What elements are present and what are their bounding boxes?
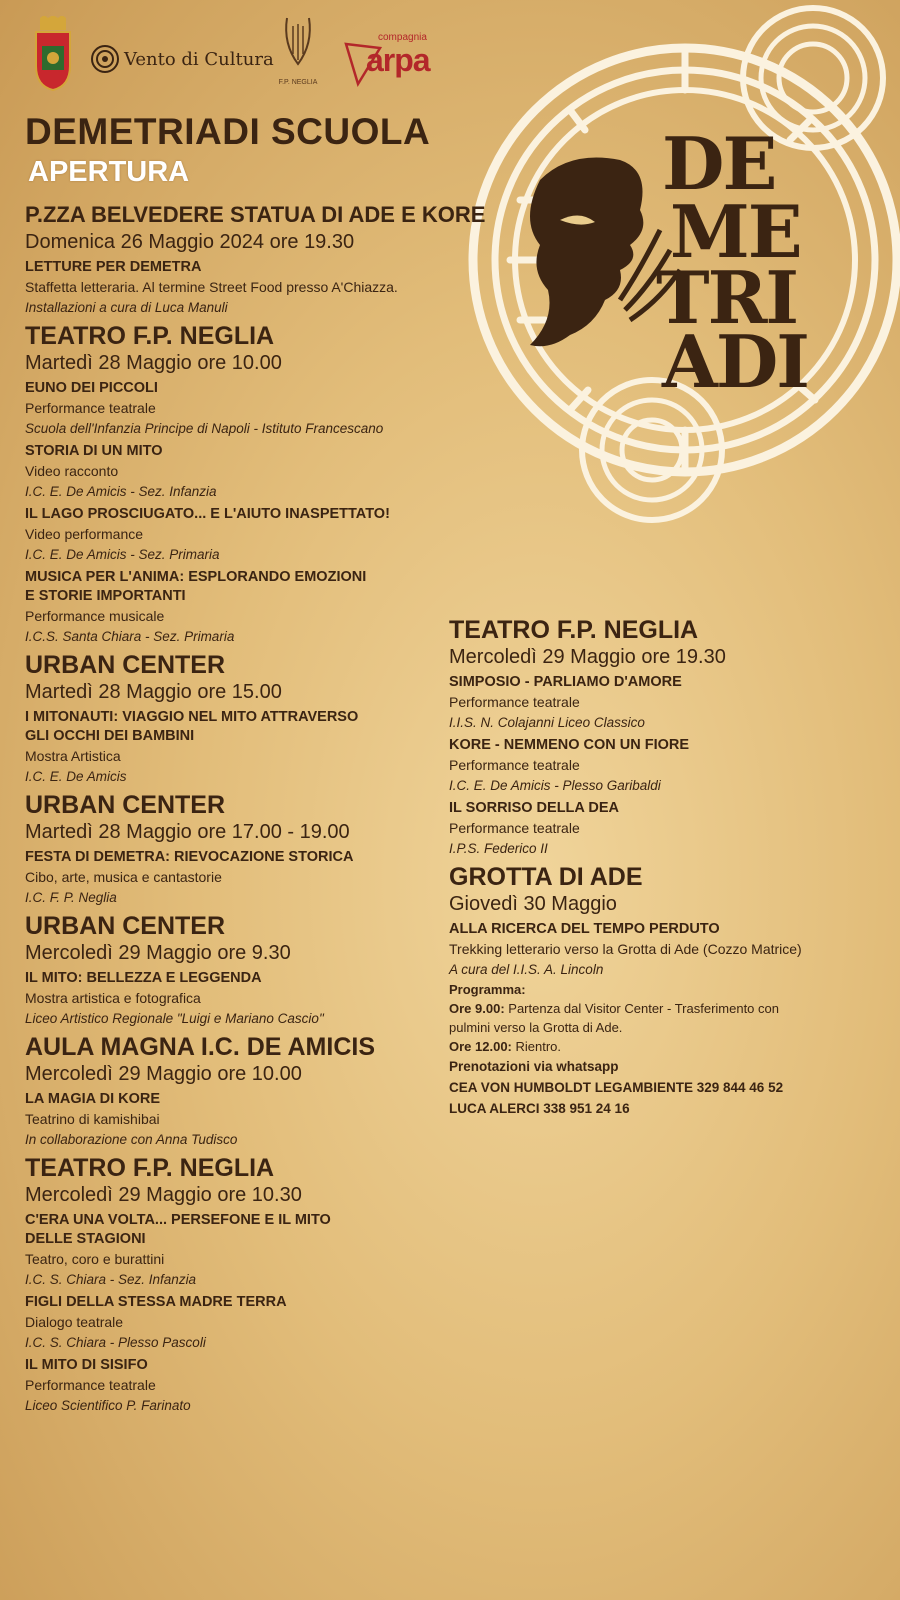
program-text: Partenza dal Visitor Center - Trasferimento con	[504, 1001, 779, 1016]
arpa-big-text: arpa	[366, 42, 430, 78]
program-text: Rientro.	[511, 1039, 562, 1054]
page-subtitle: APERTURA	[28, 156, 190, 188]
event-date: Martedì 28 Maggio ore 17.00 - 19.00	[25, 821, 350, 843]
event-org: I.C.S. Santa Chiara - Sez. Primaria	[25, 629, 235, 644]
event-org: Liceo Scientifico P. Farinato	[25, 1398, 191, 1413]
event-org: Scuola dell'Infanzia Principe di Napoli - Istituto Francescano	[25, 421, 384, 436]
event-desc: Staffetta letteraria. Al termine Street Food presso A'Chiazza.	[25, 279, 398, 295]
event-date: Martedì 28 Maggio ore 10.00	[25, 352, 282, 374]
venue-title: URBAN CENTER	[25, 912, 225, 940]
event-desc: Performance teatrale	[449, 820, 580, 836]
event-desc: Teatro, coro e burattini	[25, 1251, 165, 1267]
event-title: FIGLI DELLA STESSA MADRE TERRA	[25, 1294, 287, 1310]
event-org: I.C. F. P. Neglia	[25, 890, 117, 905]
event-title: MUSICA PER L'ANIMA: ESPLORANDO EMOZIONI	[25, 569, 367, 585]
event-org: In collaborazione con Anna Tudisco	[25, 1132, 238, 1147]
venue-title: URBAN CENTER	[25, 651, 225, 679]
event-desc: Performance musicale	[25, 608, 165, 624]
program-time: Ore 9.00:	[449, 1001, 505, 1016]
logo-bar	[32, 14, 472, 94]
spiral-icon	[90, 44, 120, 74]
event-org: I.C. E. De Amicis - Plesso Garibaldi	[449, 778, 661, 793]
venue-title: GROTTA DI ADE	[449, 863, 643, 891]
event-desc: Performance teatrale	[25, 400, 156, 416]
venue-title: P.ZZA BELVEDERE STATUA DI ADE E KORE	[25, 202, 486, 227]
venue-title: URBAN CENTER	[25, 791, 225, 819]
contact-line: CEA VON HUMBOLDT LEGAMBIENTE 329 844 46 52	[449, 1080, 784, 1095]
event-desc: Performance teatrale	[449, 694, 580, 710]
event-title: IL LAGO PROSCIUGATO... E L'AIUTO INASPETTATO!	[25, 506, 390, 522]
event-title: IL MITO DI SISIFO	[25, 1357, 148, 1373]
event-title: EUNO DEI PICCOLI	[25, 380, 158, 396]
event-date: Martedì 28 Maggio ore 15.00	[25, 681, 282, 703]
event-org: I.C. E. De Amicis - Sez. Primaria	[25, 547, 220, 562]
event-title-cont: E STORIE IMPORTANTI	[25, 588, 186, 604]
event-org: I.C. S. Chiara - Plesso Pascoli	[25, 1335, 206, 1350]
event-org: I.C. E. De Amicis - Sez. Infanzia	[25, 484, 217, 499]
event-desc: Mostra artistica e fotografica	[25, 990, 201, 1006]
emblem-word-line-3: TRI	[656, 255, 798, 340]
program-item-cont: pulmini verso la Grotta di Ade.	[449, 1020, 623, 1035]
event-title: IL MITO: BELLEZZA E LEGGENDA	[25, 970, 262, 986]
venue-title: TEATRO F.P. NEGLIA	[449, 616, 699, 644]
arpa-small-text: compagnia	[378, 32, 427, 43]
schedule-block	[449, 615, 889, 859]
schedule-block	[449, 862, 889, 1119]
event-title-cont: DELLE STAGIONI	[25, 1231, 146, 1247]
fp-neglia-logo	[278, 14, 318, 94]
venue-title: AULA MAGNA I.C. DE AMICIS	[25, 1033, 375, 1061]
event-desc: Video racconto	[25, 463, 119, 479]
event-date: Giovedì 30 Maggio	[449, 893, 617, 915]
emblem-word-line-1: DE	[662, 121, 776, 206]
event-org: I.C. S. Chiara - Sez. Infanzia	[25, 1272, 197, 1287]
event-title: KORE - NEMMENO CON UN FIORE	[449, 737, 690, 753]
program-time: Ore 12.00:	[449, 1039, 512, 1054]
event-org: Liceo Artistico Regionale "Luigi e Mariano Cascio"	[25, 1011, 324, 1026]
event-desc: Cibo, arte, musica e cantastorie	[25, 869, 222, 885]
event-desc: Dialogo teatrale	[25, 1314, 124, 1330]
event-org: Installazioni a cura di Luca Manuli	[25, 300, 228, 315]
schedule-block	[25, 321, 525, 647]
vento-logo-text: Vento di Cultura	[124, 48, 274, 70]
event-date: Mercoledì 29 Maggio ore 10.00	[25, 1063, 302, 1085]
venue-title: TEATRO F.P. NEGLIA	[25, 1154, 275, 1182]
event-desc: Performance teatrale	[449, 757, 580, 773]
lyre-icon	[281, 14, 315, 72]
event-desc: Teatrino di kamishibai	[25, 1111, 160, 1127]
event-desc: Video performance	[25, 526, 144, 542]
event-date: Mercoledì 29 Maggio ore 19.30	[449, 646, 726, 668]
event-title: I MITONAUTI: VIAGGIO NEL MITO ATTRAVERSO	[25, 709, 359, 725]
booking-info: Prenotazioni via whatsapp	[449, 1059, 619, 1074]
event-date: Mercoledì 29 Maggio ore 10.30	[25, 1184, 302, 1206]
event-org: I.P.S. Federico II	[449, 841, 548, 856]
event-title: C'ERA UNA VOLTA... PERSEFONE E IL MITO	[25, 1212, 331, 1228]
event-title: SIMPOSIO - PARLIAMO D'AMORE	[449, 674, 682, 690]
event-desc: Performance teatrale	[25, 1377, 156, 1393]
event-org: A cura del I.I.S. A. Lincoln	[449, 962, 604, 977]
event-title-cont: GLI OCCHI DEI BAMBINI	[25, 728, 195, 744]
vento-di-cultura-logo	[90, 44, 274, 74]
event-title: LETTURE PER DEMETRA	[25, 259, 202, 275]
venue-title: TEATRO F.P. NEGLIA	[25, 322, 275, 350]
event-title: STORIA DI UN MITO	[25, 443, 163, 459]
city-crest-icon	[32, 16, 74, 92]
emblem-word-line-4: ADI	[662, 319, 808, 404]
contact-line: LUCA ALERCI 338 951 24 16	[449, 1101, 630, 1116]
program-label: Programma:	[449, 982, 526, 997]
event-desc: Mostra Artistica	[25, 748, 121, 764]
event-title: IL SORRISO DELLA DEA	[449, 800, 619, 816]
program-item	[449, 999, 889, 1018]
lyre-caption: F.P. NEGLIA	[278, 79, 318, 86]
opening-block	[25, 200, 525, 318]
schedule-block	[25, 1153, 525, 1416]
event-title: LA MAGIA DI KORE	[25, 1091, 161, 1107]
event-org: I.C. E. De Amicis	[25, 769, 127, 784]
right-column	[449, 612, 889, 1119]
event-title: ALLA RICERCA DEL TEMPO PERDUTO	[449, 921, 720, 937]
event-desc: Trekking letterario verso la Grotta di Ade (Cozzo Matrice)	[449, 941, 802, 957]
program-item	[449, 1037, 889, 1056]
event-date: Domenica 26 Maggio 2024 ore 19.30	[25, 231, 355, 253]
emblem-word-line-2: ME	[670, 189, 801, 274]
event-title: FESTA DI DEMETRA: RIEVOCAZIONE STORICA	[25, 849, 354, 865]
page-title: DEMETRIADI SCUOLA	[25, 111, 431, 152]
event-date: Mercoledì 29 Maggio ore 9.30	[25, 942, 291, 964]
event-org: I.I.S. N. Colajanni Liceo Classico	[449, 715, 645, 730]
